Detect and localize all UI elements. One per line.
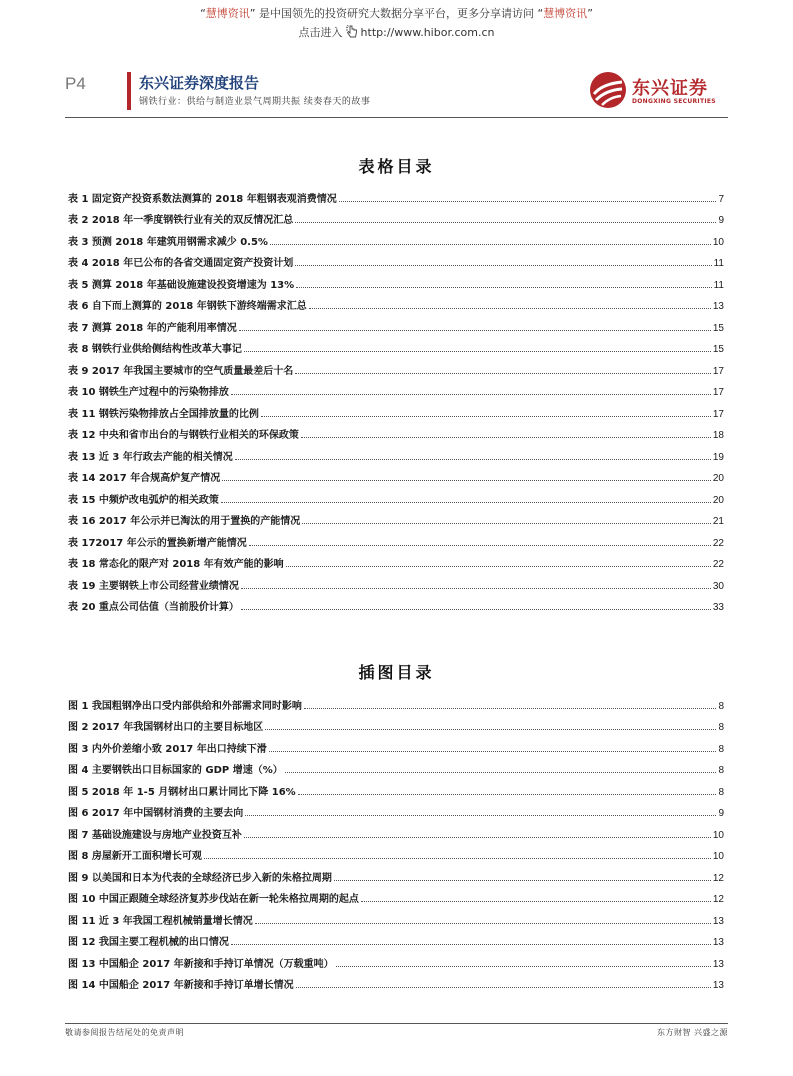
banner-brand-link-2[interactable]: 慧博资讯 [543,7,588,20]
toc-entry[interactable] [68,377,724,399]
company-logo [588,70,728,114]
footer-slogan: 东方财智 兴盛之源 [656,1028,728,1037]
header-accent-bar [127,72,131,110]
toc-entry-page: 33 [712,602,724,613]
report-title: 东兴证券深度报告 [139,74,260,92]
toc-leader-dots [295,265,711,266]
toc-entry[interactable] [68,398,724,420]
toc-entry[interactable] [68,484,724,506]
toc-leader-dots [249,545,711,546]
toc-entry[interactable] [68,312,724,334]
toc-leader-dots [239,330,711,331]
toc-entry-page: 10 [712,829,724,841]
toc-leader-dots [244,351,711,352]
toc-entry-label: 图 8 房屋新开工面积增长可观 [68,851,202,862]
toc-entry[interactable] [68,755,724,777]
toc-entry-label: 表 4 2018 年已公布的各省交通固定资产投资计划 [68,258,294,269]
toc-entry-page: 22 [712,537,724,549]
tables-toc-list [68,183,724,613]
toc-entry[interactable] [68,948,724,970]
logo-english-name: DONGXING SECURITIES [632,98,716,105]
toc-leader-dots [296,987,711,988]
page-number: P4 [65,74,86,93]
toc-entry[interactable] [68,712,724,734]
toc-entry-page: 17 [712,387,724,398]
logo-chinese-name: 东兴证券 [632,78,708,99]
toc-entry-page: 7 [718,193,724,205]
toc-entry-label: 表 9 2017 年我国主要城市的空气质量最差后十名 [68,365,294,377]
toc-leader-dots [285,772,717,773]
toc-leader-dots [265,729,716,730]
toc-entry[interactable] [68,884,724,906]
toc-entry-label: 图 11 近 3 年我国工程机械销量增长情况 [68,915,253,927]
toc-leader-dots [255,923,711,924]
toc-entry-page: 20 [712,494,724,506]
toc-entry-page: 9 [718,215,724,226]
toc-leader-dots [231,394,711,395]
toc-entry-label: 表 7 测算 2018 年的产能利用率情况 [68,322,237,334]
banner-promo-line [0,6,793,22]
toc-entry[interactable] [68,798,724,820]
toc-entry[interactable] [68,970,724,992]
toc-entry-page: 8 [718,786,724,798]
tables-toc-title: 表格目录 [358,157,435,176]
toc-entry-label: 表 18 常态化的限产对 2018 年有效产能的影响 [68,559,284,570]
toc-entry-label: 图 1 我国粗钢净出口受内部供给和外部需求同时影响 [68,700,302,712]
toc-entry[interactable] [68,570,724,592]
toc-entry-page: 8 [718,700,724,712]
toc-entry-page: 19 [712,451,724,463]
toc-entry-page: 17 [712,408,724,420]
toc-entry-page: 13 [712,958,724,970]
banner-url-link[interactable]: http://www.hibor.com.cn [360,26,495,39]
toc-entry-page: 12 [712,894,724,905]
toc-entry-page: 13 [712,937,724,948]
toc-entry[interactable] [68,549,724,571]
toc-entry-label: 图 14 中国船企 2017 年新接和手持订单增长情况 [68,980,294,991]
toc-entry-page: 20 [712,473,724,484]
toc-entry-page: 13 [712,301,724,312]
toc-entry-label: 表 172017 年公示的置换新增产能情况 [68,537,247,549]
toc-entry-page: 9 [718,808,724,819]
toc-entry-page: 18 [712,430,724,441]
toc-entry-label: 表 3 预测 2018 年建筑用钢需求减少 0.5% [68,236,268,248]
toc-entry[interactable] [68,819,724,841]
toc-leader-dots [334,880,711,881]
figures-toc-list [68,690,724,991]
toc-entry[interactable] [68,506,724,528]
toc-entry-page: 10 [712,236,724,248]
banner-promo-text: ” 是中国领先的投资研究大数据分享平台，更多分享请访问 “ [249,7,544,20]
toc-entry-label: 表 6 自下而上测算的 2018 年钢铁下游终端需求汇总 [68,301,307,312]
toc-entry-page: 21 [712,516,724,527]
toc-entry-page: 11 [713,258,724,269]
toc-entry-page: 11 [713,279,724,291]
toc-leader-dots [296,287,711,288]
toc-entry[interactable] [68,205,724,227]
toc-leader-dots [286,566,711,567]
toc-entry-label: 图 3 内外价差缩小致 2017 年出口持续下滑 [68,743,267,755]
banner-link-line [0,24,793,42]
toc-entry[interactable] [68,690,724,712]
toc-leader-dots [231,944,711,945]
toc-entry[interactable] [68,776,724,798]
toc-entry[interactable] [68,269,724,291]
toc-entry[interactable] [68,441,724,463]
toc-entry[interactable] [68,334,724,356]
toc-entry-label: 图 2 2017 年我国钢材出口的主要目标地区 [68,722,264,733]
toc-entry[interactable] [68,355,724,377]
toc-leader-dots [235,459,711,460]
toc-entry-label: 图 12 我国主要工程机械的出口情况 [68,937,229,948]
toc-leader-dots [295,373,711,374]
toc-entry-label: 图 6 2017 年中国钢材消费的主要去向 [68,808,244,819]
footer-divider [65,1023,728,1024]
toc-entry[interactable] [68,183,724,205]
toc-leader-dots [295,222,716,223]
toc-entry[interactable] [68,841,724,863]
toc-entry-page: 13 [712,980,724,991]
toc-entry-label: 图 4 主要钢铁出口目标国家的 GDP 增速（%） [68,765,283,776]
toc-entry-label: 表 13 近 3 年行政去产能的相关情况 [68,451,233,463]
toc-entry-page: 8 [718,743,724,755]
toc-entry-page: 15 [712,322,724,334]
toc-leader-dots [361,901,711,902]
toc-entry-page: 8 [718,722,724,733]
toc-entry-label: 表 10 钢铁生产过程中的污染物排放 [68,387,229,398]
toc-entry-label: 表 8 钢铁行业供给侧结构性改革大事记 [68,344,242,355]
toc-entry-page: 13 [712,915,724,927]
toc-leader-dots [304,708,717,709]
toc-leader-dots [241,588,711,589]
toc-entry-page: 12 [712,872,724,884]
toc-entry-label: 图 7 基础设施建设与房地产业投资互补 [68,829,242,841]
toc-entry-page: 10 [712,851,724,862]
toc-entry-label: 图 13 中国船企 2017 年新接和手持订单情况（万载重吨） [68,958,334,970]
toc-entry-label: 图 10 中国正跟随全球经济复苏步伐站在新一轮朱格拉周期的起点 [68,894,359,905]
toc-leader-dots [301,437,711,438]
toc-leader-dots [245,815,716,816]
banner-quote-open: “ [200,7,206,20]
toc-entry[interactable] [68,862,724,884]
toc-entry[interactable] [68,463,724,485]
toc-entry-label: 表 16 2017 年公示并已淘汰的用于置换的产能情况 [68,516,301,527]
figures-toc-title: 插图目录 [358,663,435,682]
toc-entry[interactable] [68,733,724,755]
toc-leader-dots [336,966,711,967]
toc-entry[interactable] [68,905,724,927]
toc-leader-dots [221,502,711,503]
banner-click-text: 点击进入 [298,26,343,39]
toc-entry-label: 表 20 重点公司估值（当前股价计算） [68,602,239,613]
toc-entry[interactable] [68,248,724,270]
toc-entry-label: 表 19 主要钢铁上市公司经营业绩情况 [68,580,239,592]
toc-entry-label: 表 1 固定资产投资系数法测算的 2018 年粗钢表观消费情况 [68,193,337,205]
toc-entry-page: 30 [712,580,724,592]
toc-entry-label: 表 14 2017 年合规高炉复产情况 [68,473,221,484]
toc-leader-dots [241,609,711,610]
toc-leader-dots [270,244,711,245]
toc-leader-dots [339,201,717,202]
toc-leader-dots [298,794,717,795]
toc-entry[interactable] [68,420,724,442]
banner-brand-link[interactable]: 慧博资讯 [205,7,250,20]
report-subtitle: 钢铁行业：供给与制造业景气周期共振 续奏春天的故事 [139,97,371,107]
toc-leader-dots [302,523,711,524]
toc-entry-label: 表 2 2018 年一季度钢铁行业有关的双反情况汇总 [68,215,294,226]
toc-entry-page: 15 [712,344,724,355]
toc-entry[interactable] [68,527,724,549]
toc-leader-dots [309,308,711,309]
toc-entry-page: 17 [712,365,724,377]
toc-entry-label: 表 11 钢铁污染物排放占全国排放量的比例 [68,408,259,420]
header-divider [65,117,728,118]
toc-entry[interactable] [68,592,724,614]
toc-entry-label: 图 9 以美国和日本为代表的全球经济已步入新的朱格拉周期 [68,872,332,884]
toc-leader-dots [222,480,711,481]
toc-entry-page: 22 [712,559,724,570]
report-header [65,70,728,120]
toc-leader-dots [244,837,711,838]
logo-emblem-icon [588,70,628,110]
toc-entry-label: 表 5 测算 2018 年基础设施建设投资增速为 13% [68,279,295,291]
toc-entry-label: 表 12 中央和省市出台的与钢铁行业相关的环保政策 [68,430,299,441]
toc-leader-dots [204,858,711,859]
toc-entry[interactable] [68,927,724,949]
footer-disclaimer: 敬请参阅报告结尾处的免责声明 [65,1028,184,1037]
hand-cursor-icon [345,25,359,39]
banner-quote-close: ” [587,7,593,20]
toc-entry-label: 图 5 2018 年 1-5 月钢材出口累计同比下降 16% [68,786,296,798]
toc-entry-page: 8 [718,765,724,776]
toc-entry[interactable] [68,226,724,248]
toc-leader-dots [269,751,717,752]
top-banner [0,6,793,42]
toc-leader-dots [261,416,711,417]
toc-entry[interactable] [68,291,724,313]
toc-entry-label: 表 15 中频炉改电弧炉的相关政策 [68,494,219,506]
